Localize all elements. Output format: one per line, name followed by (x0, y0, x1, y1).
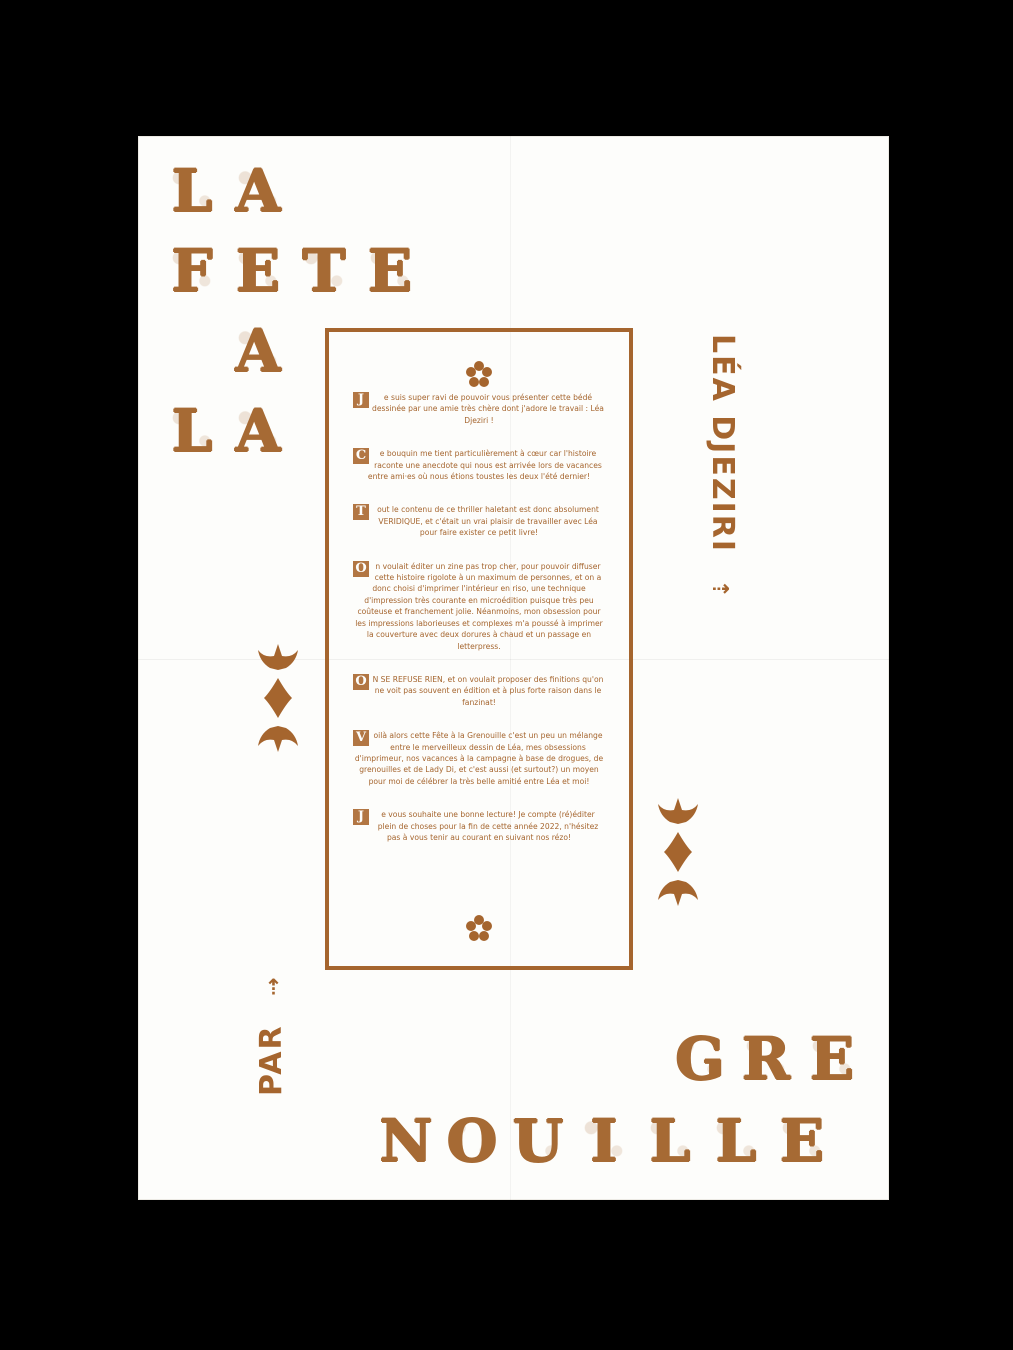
paragraph (353, 392, 605, 426)
title-letter: E (770, 1108, 834, 1174)
paragraph-text: out le contenu de ce thriller haletant est donc absolument VERIDIQUE, et c'était un vrai plaisir de travailler avec Léa pour faire exister ce petit livre! (377, 505, 599, 538)
paragraph-text: n voulait éditer un zine pas trop cher, pour pouvoir diffuser cette histoire rigolote à un maximum de personnes, et on a donc choisi d'imprimer l'intérieur en riso, une technique d'impression très courante en microédition puisque très peu coûteuse et franchement jolie. Néanmoins, mon obsession pour les impressions laborieuses et complexes m'a poussé à imprimer la couverture avec deux dorures à chaud et un passage en letterpress. (355, 561, 603, 651)
fleur-de-lis-ornament-icon (656, 798, 700, 906)
paragraph (353, 448, 605, 482)
title-letter: E (226, 238, 290, 304)
title-letter: A (226, 398, 290, 464)
title-letter: L (160, 158, 224, 224)
title-letter: I (572, 1108, 636, 1174)
drop-cap: J (353, 392, 369, 408)
paragraph-text: e suis super ravi de pouvoir vous présenter cette bédé dessinée par une amie très chère dont j'adore le travail : Léa Djeziri ! (372, 393, 604, 425)
paragraph (353, 674, 605, 708)
drop-cap: T (353, 504, 369, 520)
par-credit (254, 975, 289, 1096)
paragraph (353, 561, 605, 652)
title-letter: L (160, 398, 224, 464)
paragraph (353, 730, 605, 787)
drop-cap: V (353, 730, 369, 746)
title-letter: A (226, 158, 290, 224)
flower-ornament-icon (465, 914, 493, 942)
paragraph-text: N SE REFUSE RIEN, et on voulait proposer des finitions qu'on ne voit pas souvent en édition et à plus forte raison dans le fanzinat! (372, 674, 604, 707)
paragraph-text: e bouquin me tient particulièrement à cœur car l'histoire raconte une anecdote qui nous est arrivée lors de vacances entre ami·es où nous étions toustes les deux l'été dernier! (367, 449, 602, 482)
paragraph (353, 504, 605, 538)
paragraph-text: e vous souhaite une bonne lecture! Je compte (ré)éditer plein de choses pour la fin de cette année 2022, n'hésitez pas à vous tenir au courant en suivant nos rézo! (377, 810, 599, 842)
title-letter: E (358, 238, 422, 304)
drop-cap: C (353, 448, 369, 464)
title-letter: E (800, 1026, 864, 1092)
title-row-gre (668, 1026, 864, 1092)
title-letter: L (638, 1108, 702, 1174)
arrow-icon: ⇡ (707, 579, 732, 600)
flower-ornament-icon (465, 360, 493, 388)
title-letter: O (440, 1108, 504, 1174)
paragraph (353, 809, 605, 843)
title-row-fete (160, 238, 422, 304)
title-letter: N (374, 1108, 438, 1174)
drop-cap: O (353, 561, 369, 577)
par-label: PAR (254, 1024, 289, 1096)
author-credit (705, 334, 740, 694)
title-letter: U (506, 1108, 570, 1174)
title-letter: A (226, 318, 290, 384)
text-frame (325, 328, 633, 970)
poster-sheet (138, 136, 889, 1200)
drop-cap: O (353, 674, 369, 690)
title-row-la (160, 158, 290, 224)
title-letter: F (160, 238, 224, 304)
arrow-icon: ⇡ (264, 975, 285, 1001)
title-letter: G (668, 1026, 732, 1092)
title-letter: L (704, 1108, 768, 1174)
title-row-nouille (374, 1108, 834, 1174)
title-row-la-2 (160, 398, 290, 464)
title-letter: T (292, 238, 356, 304)
intro-text (353, 392, 605, 856)
author-name: LÉA DJEZIRI (705, 334, 740, 554)
title-letter: R (734, 1026, 798, 1092)
drop-cap: J (353, 809, 369, 825)
paragraph-text: oilà alors cette Fête à la Grenouille c'est un peu un mélange entre le merveilleux dessin de Léa, mes obsessions d'imprimeur, nos vacances à la campagne à base de drogues, de grenouilles et de Lady Di, et c'est aussi (et surtout?) un moyen pour moi de célébrer la très belle amitié entre Léa et moi! (354, 731, 604, 786)
title-row-a (226, 318, 290, 384)
fleur-de-lis-ornament-icon (256, 644, 300, 752)
